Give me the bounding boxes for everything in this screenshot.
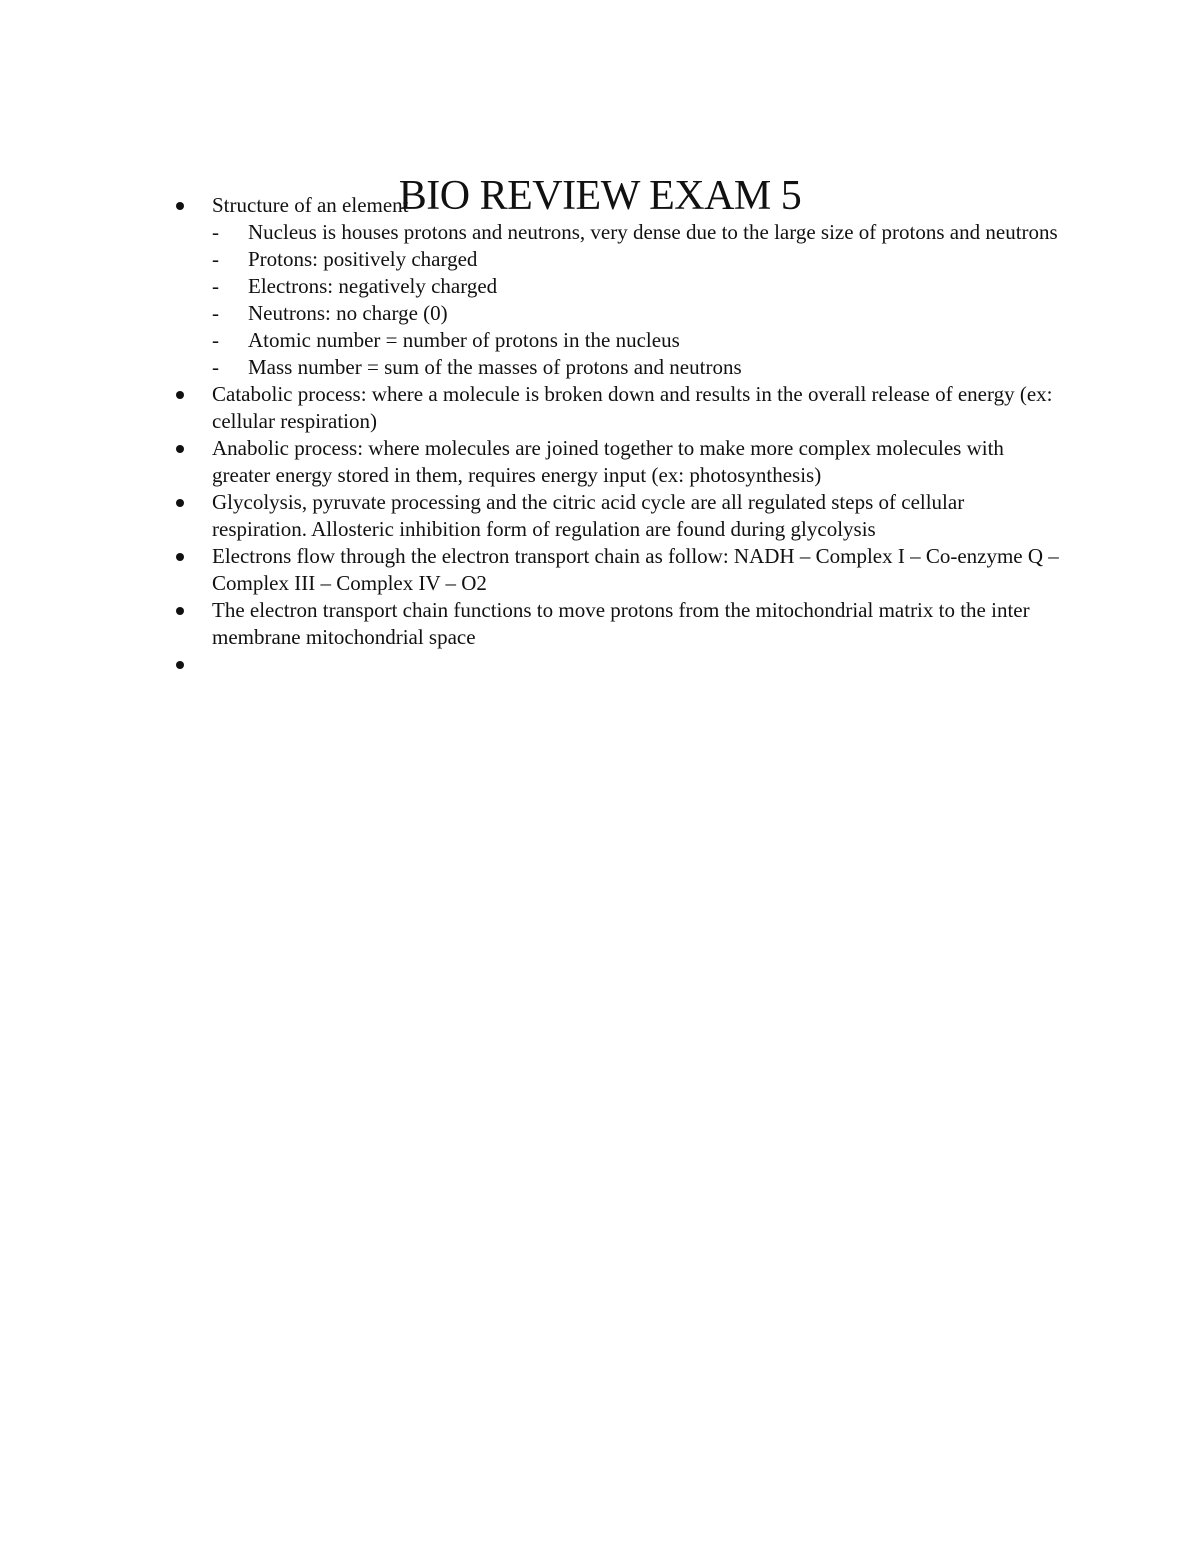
dash-marker: - bbox=[212, 355, 219, 379]
bullet-item bbox=[172, 381, 1062, 435]
sub-item bbox=[212, 273, 1062, 300]
sub-item-text: Electrons: negatively charged bbox=[248, 274, 498, 298]
bullet-text: The electron transport chain functions to move protons from the mitochondrial matrix to the inter membrane mitochondrial space bbox=[212, 598, 1030, 649]
sub-item bbox=[212, 219, 1062, 246]
sub-item bbox=[212, 300, 1062, 327]
bullet-item-empty bbox=[172, 651, 1062, 678]
sub-item bbox=[212, 354, 1062, 381]
bullet-text: Glycolysis, pyruvate processing and the citric acid cycle are all regulated steps of cellular respiration. Allosteric inhibition form of regulation are found during glycolysis bbox=[212, 490, 965, 541]
bullet-dot-icon bbox=[176, 499, 184, 507]
sub-item-text: Protons: positively charged bbox=[248, 247, 478, 271]
bullet-list bbox=[172, 192, 1062, 678]
sub-list bbox=[212, 219, 1062, 381]
bullet-text: Electrons flow through the electron transport chain as follow: NADH – Complex I – Co-enzyme Q – Complex III – Complex IV – O2 bbox=[212, 544, 1059, 595]
bullet-text: Anabolic process: where molecules are joined together to make more complex molecules with greater energy stored in them, requires energy input (ex: photosynthesis) bbox=[212, 436, 1004, 487]
bullet-item bbox=[172, 597, 1062, 651]
bullet-dot-icon bbox=[176, 661, 184, 669]
dash-marker: - bbox=[212, 247, 219, 271]
bullet-item bbox=[172, 489, 1062, 543]
page-title: BIO REVIEW EXAM 5 bbox=[398, 173, 802, 220]
sub-item-text: Neutrons: no charge (0) bbox=[248, 301, 448, 325]
bullet-dot-icon bbox=[176, 553, 184, 561]
bullet-item bbox=[172, 543, 1062, 597]
sub-item bbox=[212, 246, 1062, 273]
sub-item bbox=[212, 327, 1062, 354]
sub-item-text: Atomic number = number of protons in the nucleus bbox=[248, 328, 680, 352]
bullet-dot-icon bbox=[176, 202, 184, 210]
sub-item-text: Mass number = sum of the masses of protons and neutrons bbox=[248, 355, 742, 379]
bullet-dot-icon bbox=[176, 445, 184, 453]
bullet-item bbox=[172, 435, 1062, 489]
sub-item-text: Nucleus is houses protons and neutrons, very dense due to the large size of protons and neutrons bbox=[248, 220, 1058, 244]
dash-marker: - bbox=[212, 220, 219, 244]
bullet-item bbox=[172, 192, 1062, 381]
dash-marker: - bbox=[212, 301, 219, 325]
bullet-text: Catabolic process: where a molecule is broken down and results in the overall release of energy (ex: cellular respiration) bbox=[212, 382, 1053, 433]
bullet-text: Structure of an element bbox=[212, 193, 409, 217]
bullet-dot-icon bbox=[176, 607, 184, 615]
bullet-dot-icon bbox=[176, 391, 184, 399]
dash-marker: - bbox=[212, 328, 219, 352]
dash-marker: - bbox=[212, 274, 219, 298]
